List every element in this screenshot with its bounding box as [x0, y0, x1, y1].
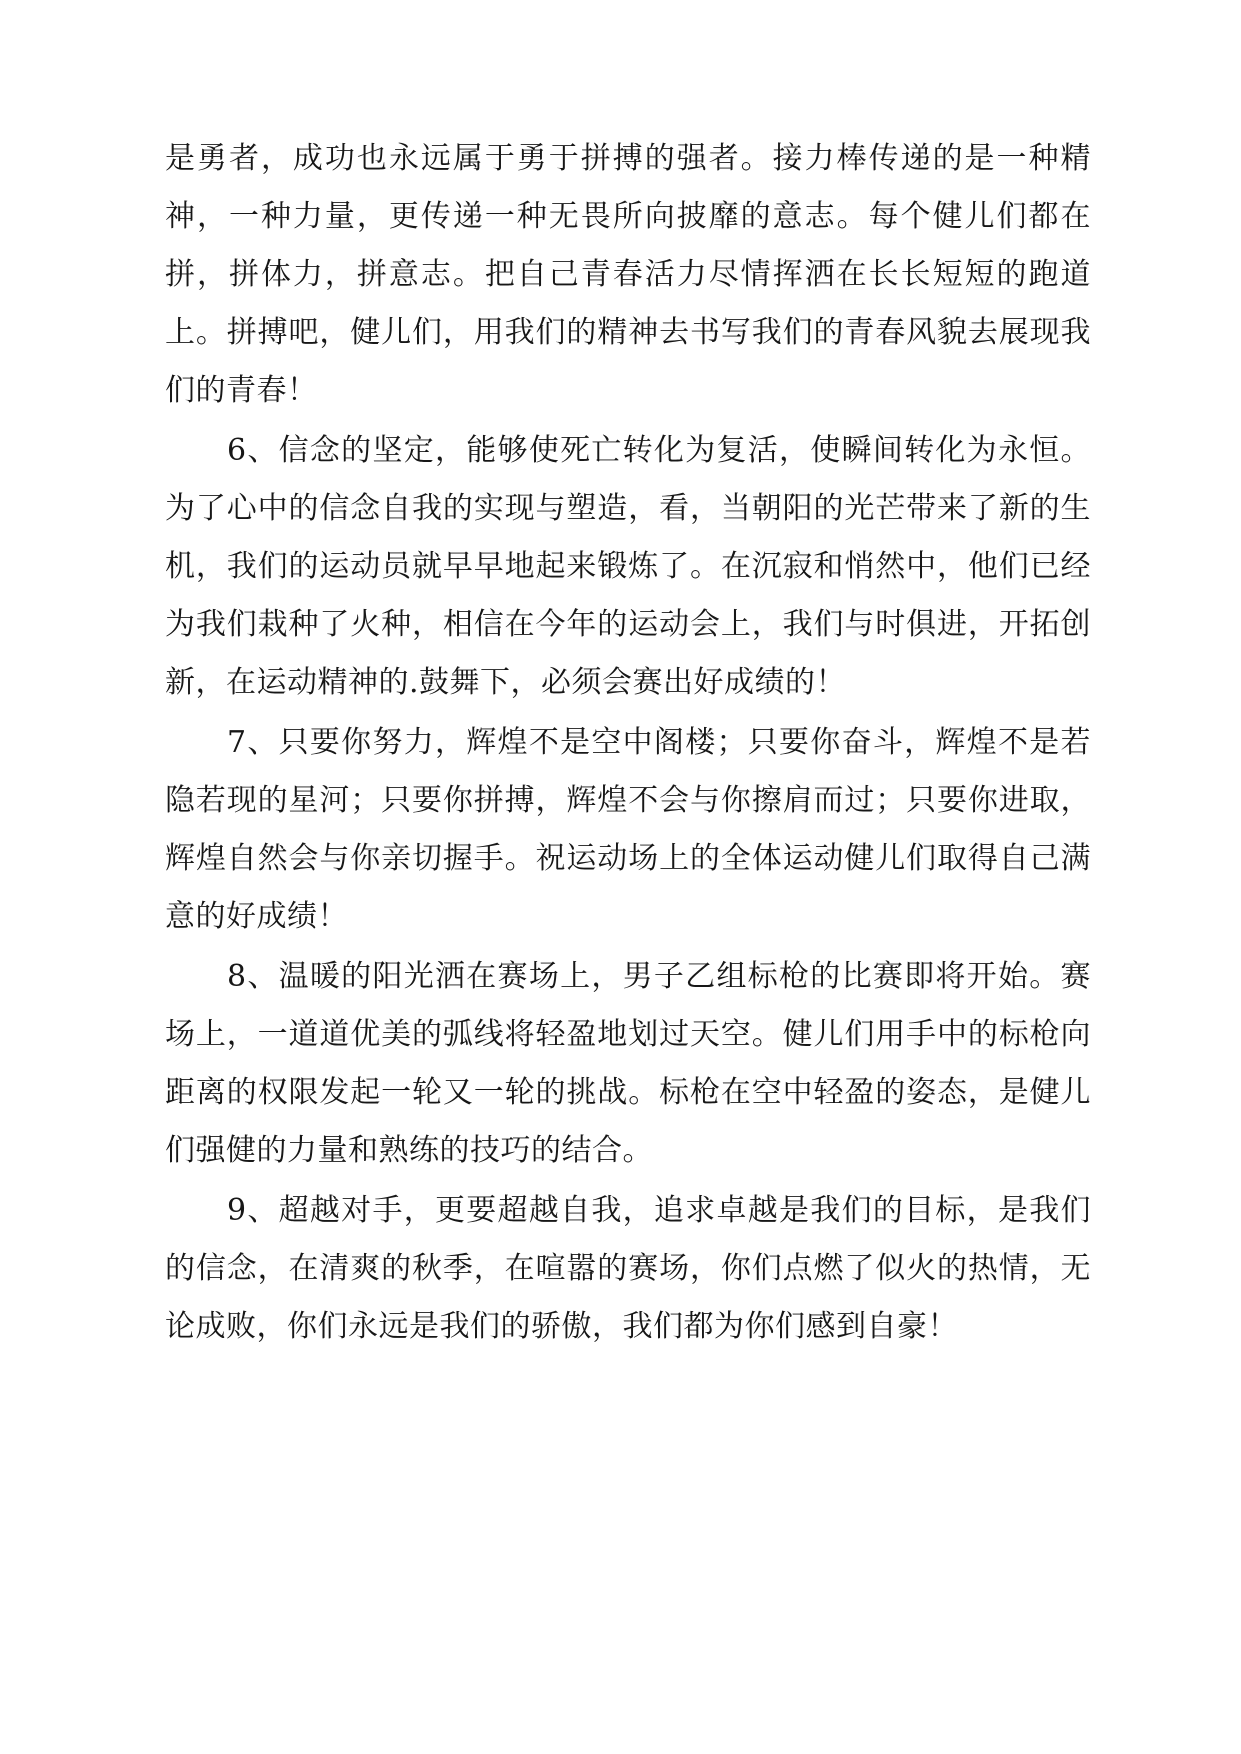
paragraph-continuation: 是勇者，成功也永远属于勇于拼搏的强者。接力棒传递的是一种精神，一种力量，更传递一种无畏所向披靡的意志。每个健儿们都在拼，拼体力，拼意志。把自己青春活力尽情挥洒在长长短短的跑道上。拼搏吧，健儿们，用我们的精神去书写我们的青春风貌去展现我们的青春！ — [165, 141, 1091, 408]
document-body — [165, 130, 1091, 1356]
paragraph-item-8: 8、温暖的阳光洒在赛场上，男子乙组标枪的比赛即将开始。赛场上，一道道优美的弧线将轻盈地划过天空。健儿们用手中的标枪向距离的权限发起一轮又一轮的挑战。标枪在空中轻盈的姿态，是健儿们强健的力量和熟练的技巧的结合。 — [165, 959, 1091, 1168]
paragraph-item-9: 9、超越对手，更要超越自我，追求卓越是我们的目标，是我们的信念，在清爽的秋季，在喧嚣的赛场，你们点燃了似火的热情，无论成败，你们永远是我们的骄傲，我们都为你们感到自豪！ — [165, 1193, 1091, 1344]
paragraph-item-7: 7、只要你努力，辉煌不是空中阁楼；只要你奋斗，辉煌不是若隐若现的星河；只要你拼搏，辉煌不会与你擦肩而过；只要你进取，辉煌自然会与你亲切握手。祝运动场上的全体运动健儿们取得自己满意的好成绩！ — [165, 725, 1091, 934]
paragraph-item-6: 6、信念的坚定，能够使死亡转化为复活，使瞬间转化为永恒。为了心中的信念自我的实现与塑造，看，当朝阳的光芒带来了新的生机，我们的运动员就早早地起来锻炼了。在沉寂和悄然中，他们已经为我们栽种了火种，相信在今年的运动会上，我们与时俱进，开拓创新，在运动精神的.鼓舞下，必须会赛出好成绩的！ — [165, 433, 1091, 700]
